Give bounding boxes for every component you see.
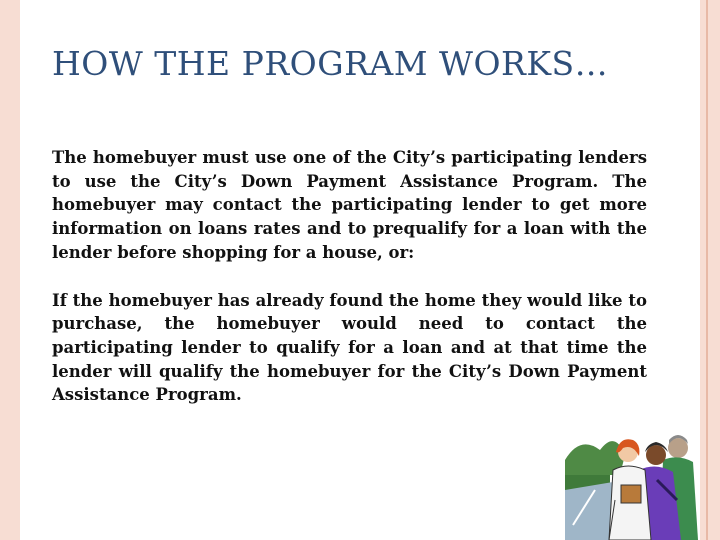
- right-border-line: [706, 0, 708, 540]
- paragraph-found-home: If the homebuyer has already found the home they would like to purchase, the homebuyer would need to contact the participating lender to qualify for a loan and at that time the lender will qualify the homebuyer for the City’s Down Payment Assistance Program.: [52, 290, 647, 405]
- left-border-decoration: [0, 0, 20, 540]
- slide-body: [52, 146, 647, 407]
- paragraph-lenders: The homebuyer must use one of the City’s participating lenders to use the City’s Down Payment Assistance Program. The homebuyer may contact the participating lender to get more information on loans rates and to prequalify for a loan with the lender before shopping for a house, or:: [52, 148, 647, 262]
- people-walking-clipart: [565, 430, 700, 540]
- slide-title: HOW THE PROGRAM WORKS…: [52, 44, 609, 83]
- right-border-decoration: [700, 0, 720, 540]
